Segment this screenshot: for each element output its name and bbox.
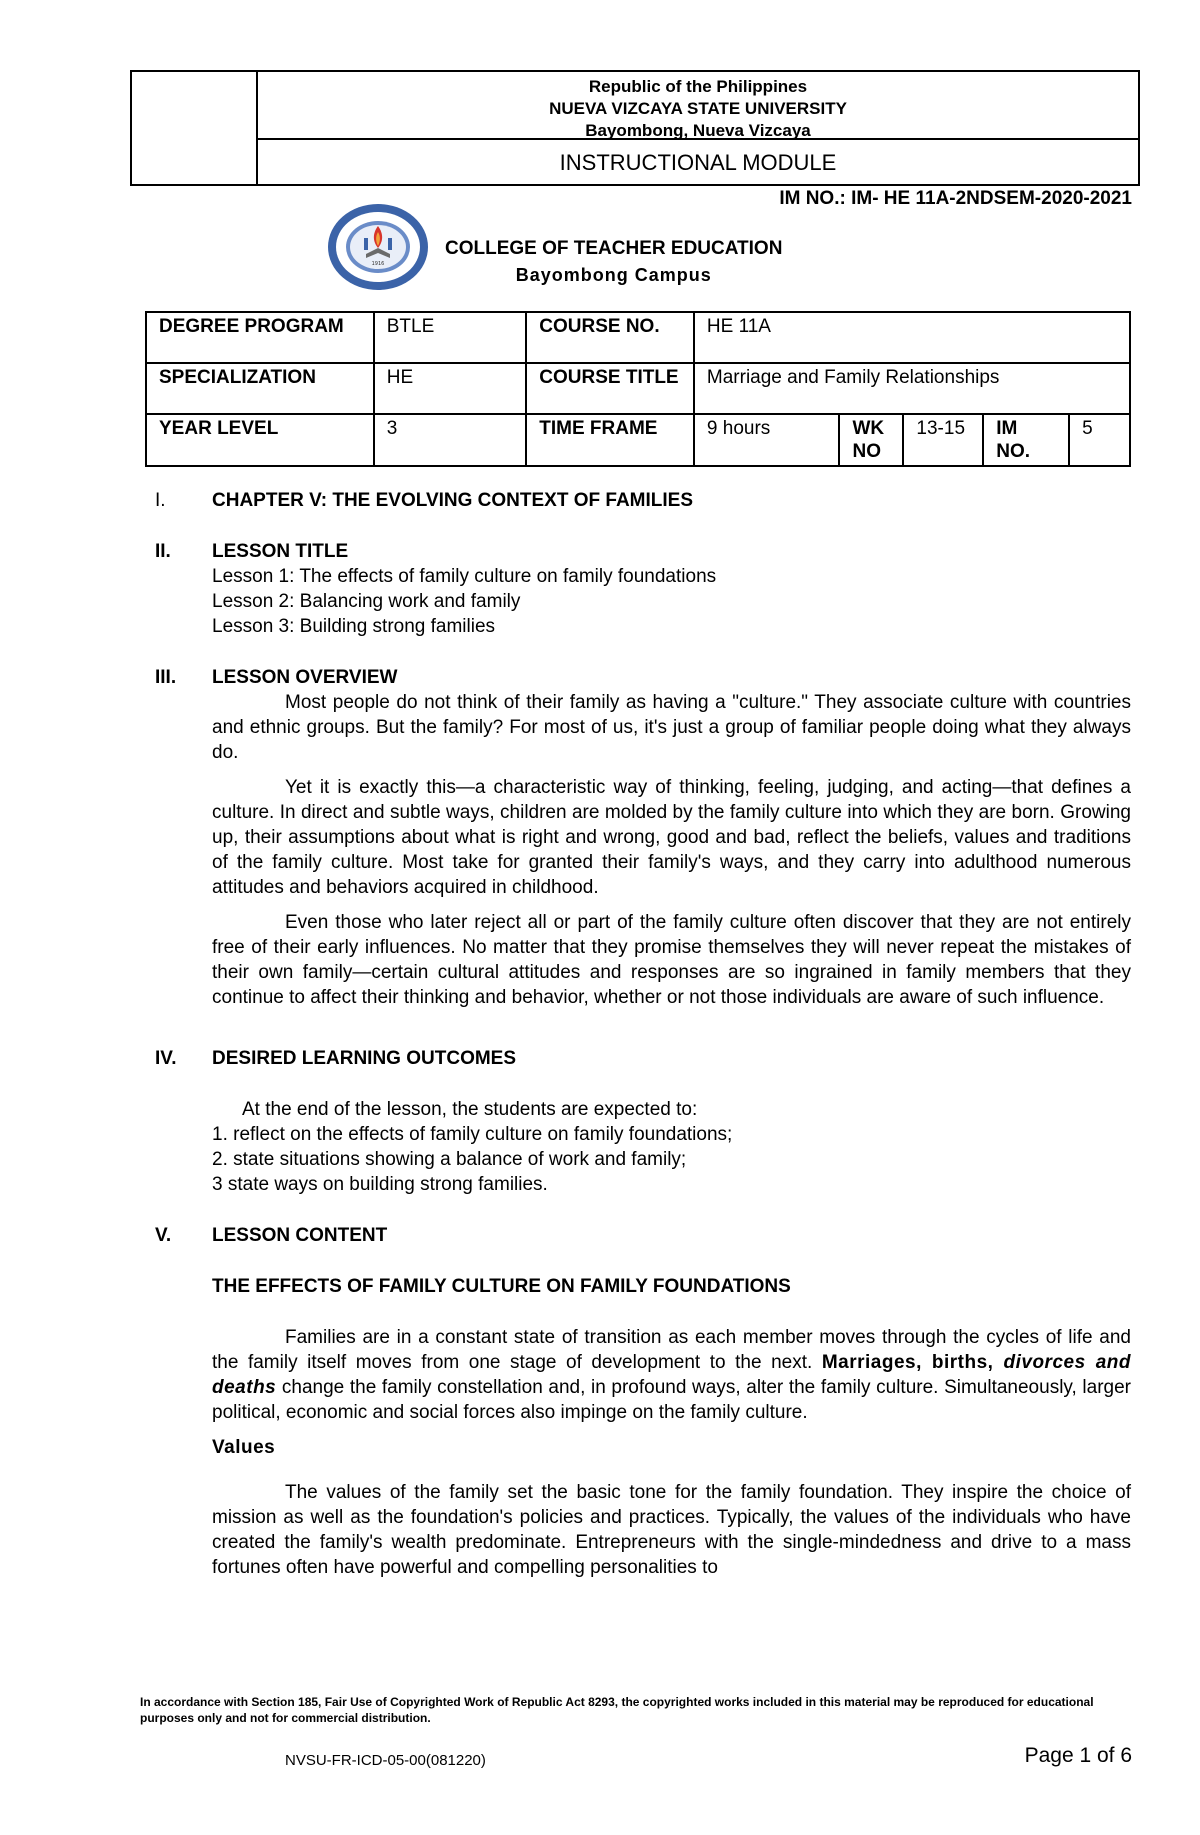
lesson-item: Lesson 3: Building strong families [212,616,496,637]
table-row [146,414,1130,466]
course-title-label: COURSE TITLE [526,363,694,414]
section-number: IV. [155,1048,177,1069]
module-title: INSTRUCTIONAL MODULE [559,150,837,175]
section-heading: LESSON CONTENT [212,1225,388,1246]
overview-paragraph: Even those who later reject all or part of the family culture often discover that they are not entirely free of their early influences. No matter that they promise themselves they will never repeat the mistakes of their own family—certain cultural attitudes and responses are so ingrained in family members that they continue to affect their thinking and behavior, whether or not those individuals are aware of such influence. [212,912,1131,1008]
copyright-note: In accordance with Section 185, Fair Use of Copyrighted Work of Republic Act 8293, the copyrighted works included in this material may be reproduced for educational purposes only and not for commercial distribution. [140,1695,1094,1725]
specialization-label: SPECIALIZATION [146,363,374,414]
section-number: III. [155,667,177,688]
wk-no-label: WK NO [839,414,903,466]
module-header [130,70,1140,186]
course-title-value: Marriage and Family Relationships [694,363,1130,414]
module-content [155,488,1131,1580]
university-block [258,72,1138,140]
time-frame-value: 9 hours [694,414,840,466]
overview-paragraph: Yet it is exactly this—a characteristic way of thinking, feeling, judging, and acting—that defines a culture. In direct and subtle ways, children are molded by the family culture into which they are born. Growing up, their assumptions about what is right and wrong, good and bad, reflect the beliefs, values and traditions of the family culture. Most take for granted their family's ways, and they carry into adulthood numerous attitudes and behaviors acquired in childhood. [212,777,1131,898]
chapter-title: CHAPTER V: THE EVOLVING CONTEXT OF FAMILIES [212,490,694,511]
section-lesson-overview [155,665,1131,1010]
university-address: Bayombong, Nueva Vizcaya [585,121,811,140]
course-no-label: COURSE NO. [526,312,694,363]
values-heading: Values [212,1437,276,1458]
year-level-label: YEAR LEVEL [146,414,374,466]
outcomes-intro: At the end of the lesson, the students are expected to: [242,1099,698,1120]
svg-text:1916: 1916 [371,261,385,267]
course-no-value: HE 11A [694,312,1130,363]
section-chapter [155,488,1131,513]
section-heading: LESSON TITLE [212,541,349,562]
section-lesson-content [155,1223,1131,1580]
outcome-item: 1. reflect on the effects of family culture on family foundations; [212,1124,733,1145]
section-learning-outcomes [155,1046,1131,1197]
content-paragraph: Families are in a constant state of transition as each member moves through the cycles of life and the family itself moves from one stage of development to the next. Marriages, births, divorces and deaths change the family constellation and, in profound ways, alter the family culture. Simultaneously, larger political, economic and social forces also impinge on the family culture. [212,1327,1131,1423]
university-name: NUEVA VIZCAYA STATE UNIVERSITY [549,99,847,118]
time-frame-label: TIME FRAME [526,414,694,466]
lesson-item: Lesson 2: Balancing work and family [212,591,521,612]
outcome-item: 2. state situations showing a balance of work and family; [212,1149,687,1170]
year-level-value: 3 [374,414,527,466]
specialization-value: HE [374,363,527,414]
overview-paragraph: Most people do not think of their family as having a "culture." They associate culture with countries and ethnic groups. But the family? For most of us, it's just a group of familiar people doing what they always do. [212,692,1131,763]
course-info-table [145,311,1131,467]
college-block [445,236,782,288]
wk-no-value: 13-15 [903,414,983,466]
im-no-label: IM NO. [983,414,1069,466]
logo-cell [132,72,258,184]
section-heading: LESSON OVERVIEW [212,667,398,688]
im-number: IM NO.: IM- HE 11A-2NDSEM-2020-2021 [779,188,1132,209]
republic-line: Republic of the Philippines [588,77,808,96]
values-paragraph: The values of the family set the basic tone for the family foundation. They inspire the choice of mission as well as the foundation's policies and practices. Typically, the values of the individuals who have created the family's wealth predominate. Entrepreneurs with the single-mindedness and drive to a mass fortunes often have powerful and compelling personalities to [212,1482,1131,1578]
campus-name: Bayombong Campus [515,265,712,285]
lesson-item: Lesson 1: The effects of family culture on family foundations [212,566,717,587]
section-number: I. [155,490,166,511]
section-lesson-title [155,539,1131,639]
degree-program-label: DEGREE PROGRAM [146,312,374,363]
college-name: COLLEGE OF TEACHER EDUCATION [445,238,783,259]
degree-program-value: BTLE [374,312,527,363]
page-number: Page 1 of 6 [1024,1744,1132,1767]
college-seal-icon [326,202,430,292]
table-row [146,312,1130,363]
form-code: NVSU-FR-ICD-05-00(081220) [285,1752,486,1769]
content-subtitle: THE EFFECTS OF FAMILY CULTURE ON FAMILY FOUNDATIONS [212,1276,791,1297]
outcome-item: 3 state ways on building strong families. [212,1174,548,1195]
table-row [146,363,1130,414]
section-number: II. [155,541,171,562]
section-number: V. [155,1225,172,1246]
im-no-value: 5 [1069,414,1130,466]
section-heading: DESIRED LEARNING OUTCOMES [212,1048,517,1069]
